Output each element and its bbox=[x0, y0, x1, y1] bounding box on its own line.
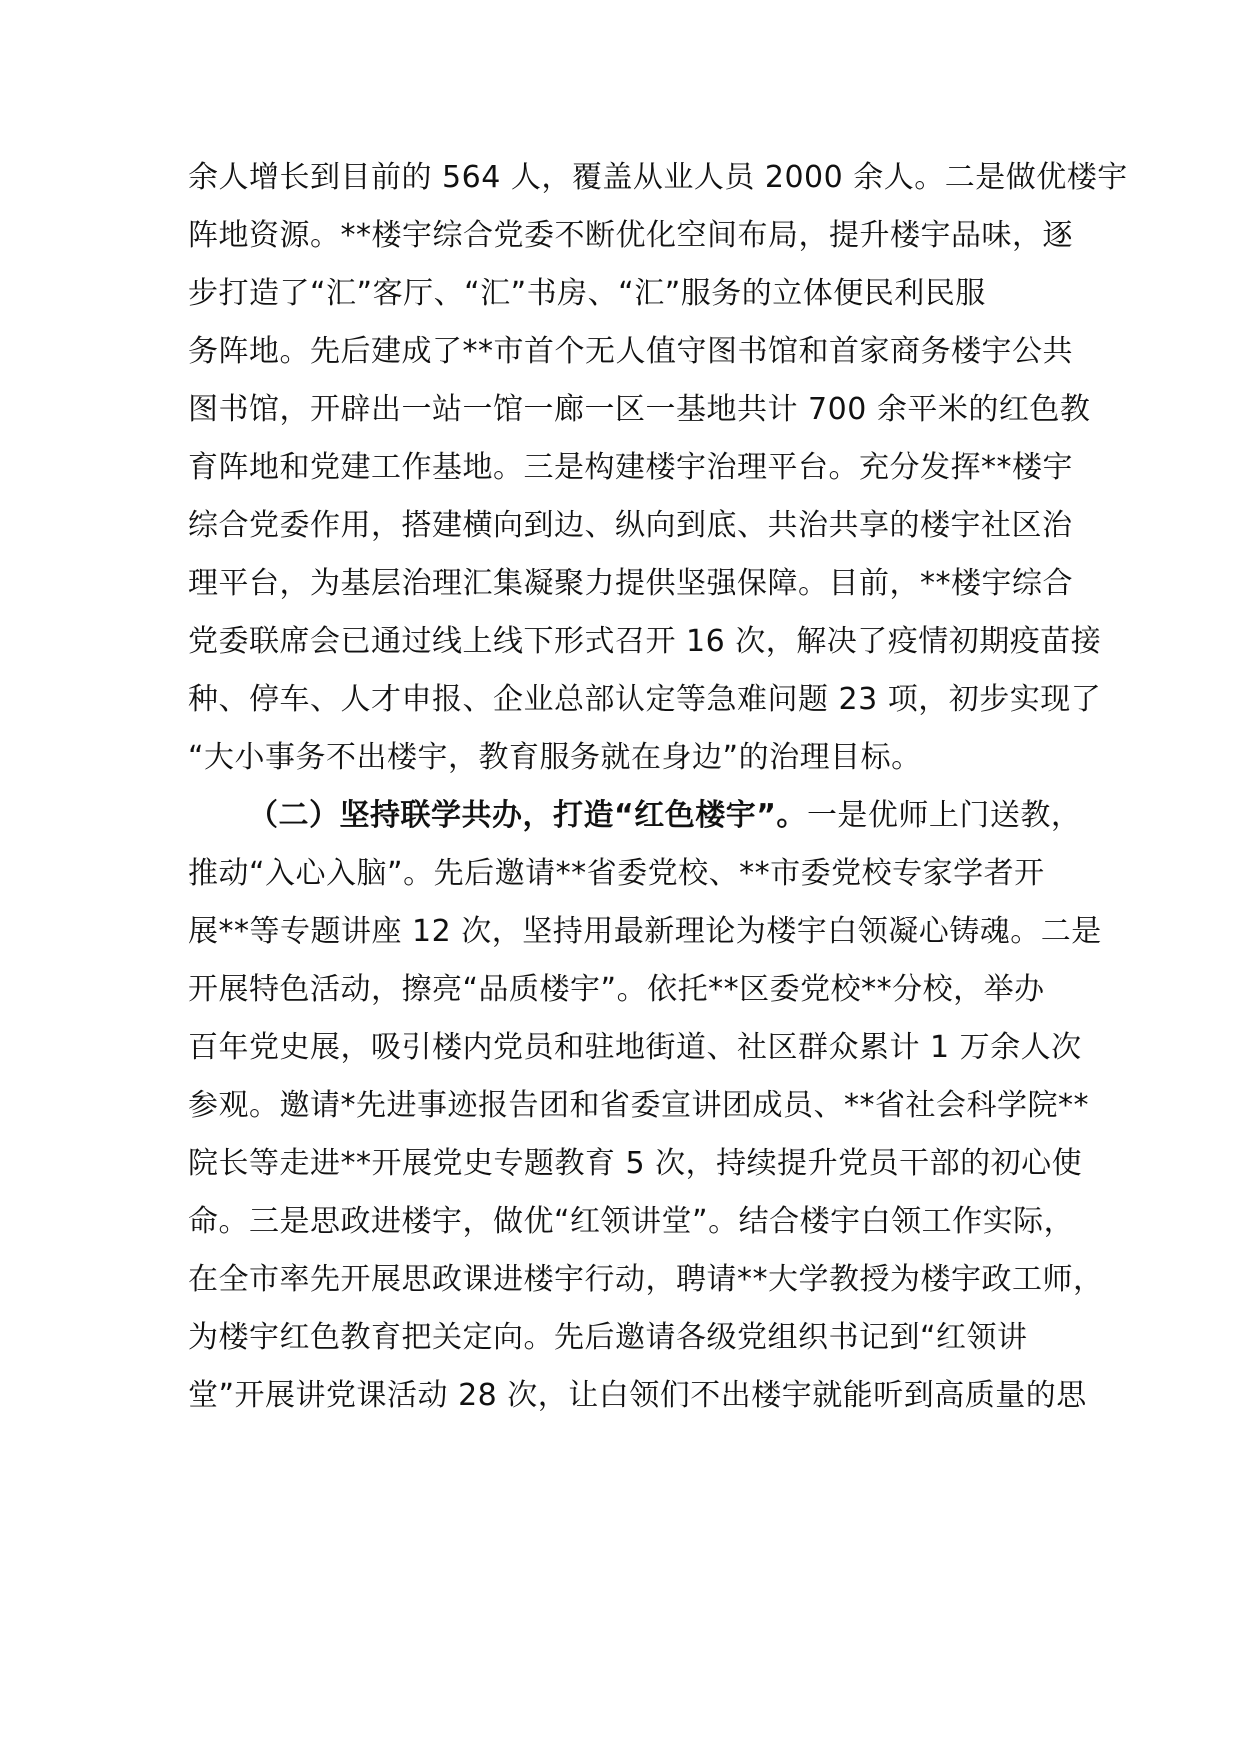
section-heading: （二）坚持联学共办，打造“红色楼宇”。 bbox=[248, 798, 807, 833]
text-line: 步打造了“汇”客厅、“汇”书房、“汇”服务的立体便民利民服 bbox=[188, 276, 986, 311]
text-line: 为楼宇红色教育把关定向。先后邀请各级党组织书记到“红领讲 bbox=[188, 1320, 1028, 1355]
section-heading-line bbox=[248, 796, 1081, 836]
text-line: 阵地资源。**楼宇综合党委不断优化空间布局，提升楼宇品味，逐 bbox=[188, 218, 1073, 253]
text-line: 综合党委作用，搭建横向到边、纵向到底、共治共享的楼宇社区治 bbox=[188, 508, 1073, 543]
text-line: 理平台，为基层治理汇集凝聚力提供坚强保障。目前，**楼宇综合 bbox=[188, 566, 1073, 601]
text-line: 余人增长到目前的 564 人，覆盖从业人员 2000 余人。二是做优楼宇 bbox=[188, 160, 1128, 195]
text-line: 百年党史展，吸引楼内党员和驻地街道、社区群众累计 1 万余人次 bbox=[188, 1030, 1082, 1065]
text-line: 堂”开展讲党课活动 28 次，让白领们不出楼宇就能听到高质量的思 bbox=[188, 1378, 1087, 1413]
text-line: 育阵地和党建工作基地。三是构建楼宇治理平台。充分发挥**楼宇 bbox=[188, 450, 1073, 485]
text-line: 命。三是思政进楼宇，做优“红领讲堂”。结合楼宇白领工作实际， bbox=[188, 1204, 1075, 1239]
text-line: 图书馆，开辟出一站一馆一廊一区一基地共计 700 余平米的红色教 bbox=[188, 392, 1091, 427]
text-line: 参观。邀请*先进事迹报告团和省委宣讲团成员、**省社会科学院** bbox=[188, 1088, 1089, 1123]
text-line: 推动“入心入脑”。先后邀请**省委党校、**市委党校专家学者开 bbox=[188, 856, 1045, 891]
text-line: 党委联席会已通过线上线下形式召开 16 次，解决了疫情初期疫苗接 bbox=[188, 624, 1102, 659]
text-line: 展**等专题讲座 12 次，坚持用最新理论为楼宇白领凝心铸魂。二是 bbox=[188, 914, 1102, 949]
text-line: “大小事务不出楼宇，教育服务就在身边”的治理目标。 bbox=[188, 740, 922, 775]
text-line: 种、停车、人才申报、企业总部认定等急难问题 23 项，初步实现了 bbox=[188, 682, 1102, 717]
text-line: 务阵地。先后建成了**市首个无人值守图书馆和首家商务楼宇公共 bbox=[188, 334, 1073, 369]
text-line: 在全市率先开展思政课进楼宇行动，聘请**大学教授为楼宇政工师， bbox=[188, 1262, 1104, 1297]
text-line: 开展特色活动，擦亮“品质楼宇”。依托**区委党校**分校，举办 bbox=[188, 972, 1045, 1007]
text-line: 院长等走进**开展党史专题教育 5 次，持续提升党员干部的初心使 bbox=[188, 1146, 1083, 1181]
section-heading-rest: 一是优师上门送教， bbox=[806, 798, 1082, 833]
